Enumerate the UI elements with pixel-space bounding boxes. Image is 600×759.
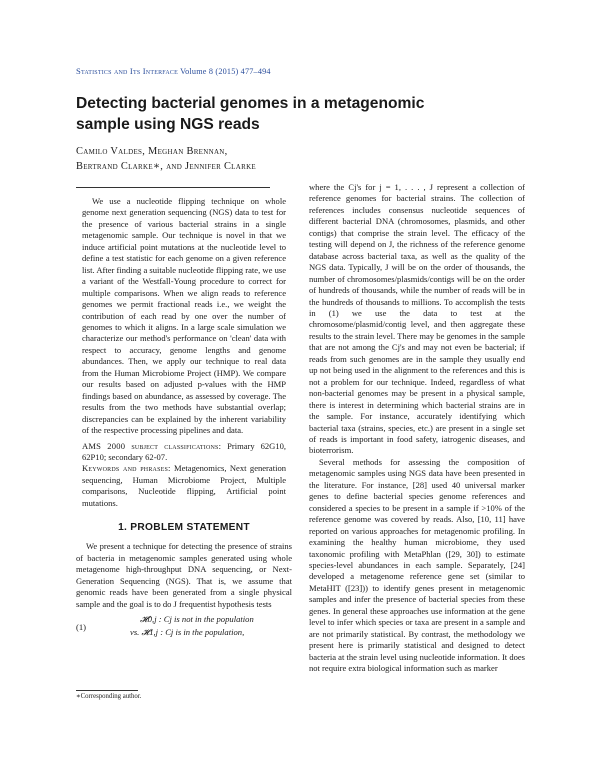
author-list	[76, 144, 396, 174]
journal-header	[76, 66, 271, 76]
equation-line-2: vs. 𝓗1,j : Cj is in the population,	[130, 626, 245, 637]
body-paragraph-1: where the Cj's for j = 1, . . . , J represent a collection of reference genomes for bacterial strains. The collection of references includes consensus nucleotide sequences of different bacterial DNA (chromosomes, plasmids, and other contigs) that comprise the strain level. The efficacy of the testing will depend on J, the richness of the reference genome database across bacterial taxa, as well as the quality of the NGS data. Typically, J will be on the order of thousands, the number of chromosomes/plasmids/contigs will be on the order of hundreds of thousands, while the number of reads will be in the hundreds of thousands to millions. To accomplish the tests in (1) we use the data to test at the chromosome/plasmid/contig level, and then aggregate these results to the strain level. There may be genomes in the sample that are not among the Cj's and may not even be bacterial; if reads from such genomes are in the sample they usually end up not being used in the alignment to the references and this is not a problem for our technique. Indeed, regardless of what non-bacterial genomes may be present in a physical sample, there is interest in determining which bacterial strains are in the sample. For instance, accurately identifying which bacterial taxa (strains, species, etc.) are present in a single set of reads is important in food safety, iatrogenic diseases, and bioterrorism.	[309, 182, 525, 456]
ams-classification	[76, 441, 292, 464]
paper-title: Detecting bacterial genomes in a metagenomic sample using NGS reads	[76, 95, 425, 133]
keywords-label: Keywords and phrases:	[82, 463, 171, 474]
footnote: ∗Corresponding author.	[76, 693, 142, 700]
keywords-text: Metagenomics, Next generation sequencing, Human Microbiome Project, Multiple comparisons, Nucleotide flipping, Artificial point mutations.	[82, 463, 286, 508]
author-line-1: Camilo Valdes, Meghan Brennan,	[76, 146, 228, 157]
equation-number: (1)	[76, 621, 87, 632]
volume-info: Volume 8 (2015) 477–494	[180, 67, 271, 76]
keywords	[76, 463, 292, 509]
body-paragraph-2: Several methods for assessing the composition of metagenomic samples using NGS data have been presented in the literature. For instance, [28] used 40 universal marker genes to define bacterial species genome references and considered a species to be present in a sample if >10% of the reference genome was covered by reads. Also, [10, 11] have reported on various approaches for metagenomic profiling. In examining the healthy human microbiome, they used taxonomic profiling with MetaPhlan ([29, 30]) to estimate species-level abundances in each sample. Separately, [24] developed a metagenome reference gene set (similar to MetaHIT ([23])) to identify genes present in metagenomic samples and infer the presence of bacterial species from these genes. In general these approaches use information at the gene level to infer which species or taxa are present in a sample and are not primarily statistical. By contrast, the methodology we present here is primarily statistical and designed to detect bacteria at the strain level using nucleotide information. It does not require extra biological information such as marker	[309, 456, 525, 674]
ams-label: AMS 2000 subject classifications:	[82, 440, 222, 451]
abstract: We use a nucleotide flipping technique on whole genome next generation sequencing (NGS) data to test for the presence of various bacterial strains in a single metagenomic sample. Our technique is novel in that we induce artificial point mutations at the nucleotide level to define a test statistic for each genome on a given reference list. After finding a suitable nucleotide flipping rate, we use a variant of the Westfall-Young procedure to correct for multiple comparisons. When we align reads to reference genomes we permit fractional reads i.e., we weight the contribution of each read by one over the number of genomes to which it aligns. In a large scale simulation we characterize our method's performance on 'clean' data with respect to accuracy, genome lengths and genome abundances. Then, we apply our technique to real data from the Human Microbiome Project (HMP). We compare our results based on adjusted p-values with the HMP findings based on abundance, as assessed by coverage. The results from the two methods have substantial overlap; discrepancies can be explained by the inherent variability of the respective processing pipelines and data.	[82, 196, 286, 436]
left-column	[76, 196, 292, 640]
section-heading: 1. PROBLEM STATEMENT	[118, 522, 250, 534]
equation-block	[76, 614, 292, 640]
right-column	[309, 182, 525, 674]
section-paragraph: We present a technique for detecting the presence of strains of bacteria in metagenomic samples generated using whole metagenome high-throughput DNA sequencing, or Next-Generation Sequencing (NGS). That is, we assume that genomic reads have been generated from a single physical sample and the goal is to do J frequentist hypothesis tests	[76, 541, 292, 609]
title-rule	[76, 187, 270, 188]
equation-line-1: 𝓗0,j : Cj is not in the population	[140, 613, 254, 624]
ams-text: Primary 62G10, 62P10; secondary 62-07.	[82, 440, 287, 462]
author-line-2: Bertrand Clarke∗, and Jennifer Clarke	[76, 161, 257, 172]
footnote-rule	[76, 690, 138, 691]
journal-name: Statistics and Its Interface	[76, 66, 178, 76]
